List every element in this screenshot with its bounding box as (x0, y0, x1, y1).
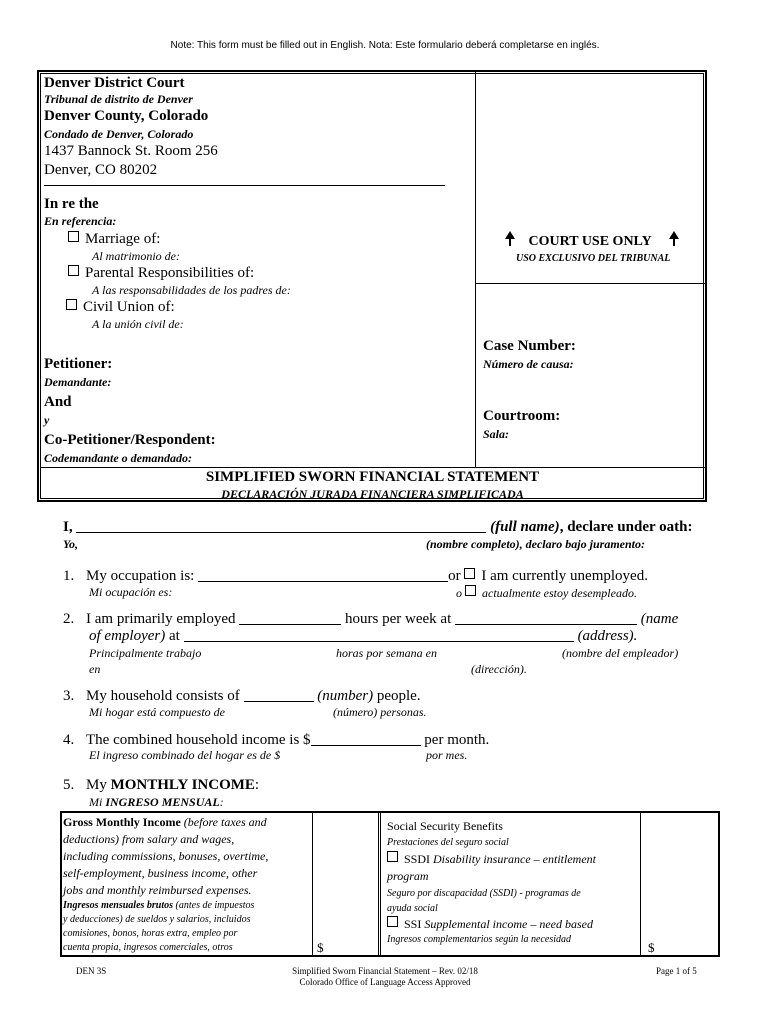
marriage-label-es: Al matrimonio de: (92, 249, 180, 263)
q5-es2: INGRESO MENSUAL (105, 795, 220, 809)
gross-income-title: Gross Monthly Income (63, 815, 181, 829)
respondent-label-es: Codemandante o demandado: (44, 451, 193, 465)
gross-desc-2: deductions) from salary and wages, (63, 832, 235, 846)
respondent-label: Co-Petitioner/Respondent: (44, 432, 216, 448)
ssdi-checkbox[interactable] (387, 851, 398, 862)
q1-es-unemployed: actualmente estoy desempleado. (482, 586, 637, 600)
case-number-label-es: Número de causa: (483, 357, 574, 371)
q1-unemployed: I am currently unemployed. (481, 568, 648, 584)
q1-or: or (448, 568, 461, 584)
and-label-es: y (44, 413, 50, 427)
q1-text: My occupation is: (86, 568, 195, 584)
q2-es3: (nombre del empleador) (562, 646, 679, 660)
q2-address-hint: (address). (577, 628, 638, 644)
unemployed-checkbox[interactable] (464, 568, 475, 579)
marriage-label: Marriage of: (85, 231, 161, 247)
parental-label-es: A las responsabilidades de los padres de: (92, 283, 291, 297)
q2-es1: Principalmente trabajo (89, 646, 202, 660)
q2-es2: horas por semana en (336, 646, 437, 660)
q2-text1: I am primarily employed (86, 611, 236, 627)
oath-declare: , declare under oath: (559, 519, 693, 535)
oath-es: (nombre completo), declaro bajo juramento: (426, 537, 645, 551)
q2-es5: (dirección). (471, 662, 527, 676)
income-table-divider-1 (312, 812, 313, 956)
marriage-option[interactable] (68, 231, 160, 248)
gross-es-1: (antes de impuestos (173, 900, 255, 911)
household-size-field[interactable] (244, 687, 314, 702)
q1-es-or: o (456, 586, 462, 600)
civil-union-label-es: A la unión civil de: (92, 317, 184, 331)
q5-text2: MONTHLY INCOME (110, 777, 255, 793)
q3-number-hint: (number) (317, 688, 374, 704)
court-address-1: 1437 Bannock St. Room 256 (44, 143, 218, 159)
employer-name-field[interactable] (455, 610, 637, 625)
footer-form-code: DEN 3S (76, 966, 107, 976)
q2-name-hint: (name (640, 611, 679, 627)
in-re-title-es: En referencia: (44, 214, 117, 228)
footer-form-title: Simplified Sworn Financial Statement – Rev. 02/18 (292, 966, 478, 976)
gross-desc-1: (before taxes and (180, 815, 267, 829)
q4-text2: per month. (424, 732, 490, 748)
ssi-checkbox[interactable] (387, 916, 398, 927)
case-number-label: Case Number: (483, 338, 576, 354)
gross-income-amount-field[interactable] (314, 813, 377, 955)
language-note: Note: This form must be filled out in English. Nota: Este formulario deberá completarse en inglés. (170, 40, 600, 51)
q4-es2: por mes. (426, 748, 468, 762)
q2-text2: hours per week at (345, 611, 452, 627)
ssi-es: Ingresos complementarios según la necesidad (387, 934, 572, 945)
ssdi-desc-2: program (387, 869, 429, 883)
ssdi-es-1: Seguro por discapacidad (SSDI) - programas de (387, 888, 581, 899)
occupation-field[interactable] (198, 567, 448, 582)
civil-union-checkbox[interactable] (66, 299, 77, 310)
ssdi-label: SSDI (404, 852, 431, 866)
gross-es-title: Ingresos mensuales brutos (63, 900, 174, 911)
q5-number: 5. (63, 777, 75, 793)
full-name-field[interactable] (76, 518, 486, 533)
household-income-field[interactable] (311, 731, 421, 746)
q3-text1: My household consists of (86, 688, 240, 704)
gross-desc-3: including commissions, bonuses, overtime, (63, 849, 269, 863)
court-name: Denver District Court (44, 75, 185, 91)
courtroom-label: Courtroom: (483, 408, 561, 424)
oath-yo: Yo, (63, 537, 78, 551)
court-use-divider (475, 283, 705, 284)
q5-text1: My (86, 777, 107, 793)
q1-number: 1. (63, 568, 75, 584)
court-info-underline (44, 185, 445, 186)
q2-es4: en (89, 662, 101, 676)
title-divider (40, 467, 705, 468)
marriage-checkbox[interactable] (68, 231, 79, 242)
ss-income-amount-field[interactable] (642, 813, 718, 955)
petitioner-label-es: Demandante: (44, 375, 112, 389)
parental-label: Parental Responsibilities of: (85, 265, 255, 281)
income-table-divider-3 (640, 812, 641, 956)
oath-i: I, (63, 519, 73, 535)
form-title-es: DECLARACIÓN JURADA FINANCIERA SIMPLIFICADA (221, 487, 524, 501)
q5-es1: Mi (89, 795, 103, 809)
ssi-label: SSI (404, 917, 422, 931)
parental-option[interactable] (68, 265, 254, 282)
court-county-es: Condado de Denver, Colorado (44, 127, 194, 141)
ssdi-es-2: ayuda social (387, 903, 438, 914)
parental-checkbox[interactable] (68, 265, 79, 276)
gross-desc-4: self-employment, business income, other (63, 866, 258, 880)
gross-es-4: cuenta propia, ingresos comerciales, otros (63, 942, 233, 953)
q5-text3: : (254, 777, 260, 793)
hours-field[interactable] (239, 610, 341, 625)
up-arrow-icon (505, 231, 515, 239)
ss-title: Social Security Benefits (387, 819, 503, 833)
q3-es2: (número) personas. (333, 705, 427, 719)
q5-es3: : (219, 795, 224, 809)
q2-at: at (168, 628, 180, 644)
up-arrow-icon (669, 231, 679, 239)
caption-divider (475, 72, 476, 468)
footer-page-number: Page 1 of 5 (656, 966, 697, 976)
form-title: SIMPLIFIED SWORN FINANCIAL STATEMENT (205, 469, 540, 485)
courtroom-label-es: Sala: (483, 427, 510, 441)
q3-number: 3. (63, 688, 75, 704)
civil-union-label: Civil Union of: (83, 299, 175, 315)
and-label: And (44, 394, 72, 410)
court-name-es: Tribunal de distrito de Denver (44, 92, 193, 106)
oath-line (63, 518, 692, 536)
q4-text1: The combined household income is $ (86, 732, 311, 748)
ssdi-desc-1: Disability insurance – entitlement (433, 852, 596, 866)
court-county: Denver County, Colorado (44, 108, 209, 124)
footer-office: Colorado Office of Language Access Approved (299, 977, 471, 987)
income-table-divider-2 (378, 812, 381, 956)
court-use-label: COURT USE ONLY (528, 234, 652, 249)
q4-es1: El ingreso combinado del hogar es de $ (89, 748, 281, 762)
gross-desc-5: jobs and monthly reimbursed expenses. (63, 883, 252, 897)
q3-es1: Mi hogar está compuesto de (89, 705, 225, 719)
court-use-label-es: USO EXCLUSIVO DEL TRIBUNAL (516, 253, 671, 264)
unemployed-checkbox-es (465, 585, 476, 596)
gross-es-2: y deducciones) de sueldos y salarios, incluidos (63, 914, 251, 925)
q2-of-employer: of employer) (89, 628, 166, 644)
q3-text2: people. (376, 688, 421, 704)
petitioner-label: Petitioner: (44, 356, 113, 372)
ssi-desc: Supplemental income – need based (424, 917, 593, 931)
civil-union-option[interactable] (66, 299, 175, 316)
oath-full-name-hint: (full name) (490, 519, 560, 535)
gross-income-dollar: $ (317, 940, 324, 955)
ss-income-dollar: $ (648, 940, 655, 955)
q4-number: 4. (63, 732, 75, 748)
court-address-2: Denver, CO 80202 (44, 162, 158, 178)
in-re-title: In re the (44, 196, 99, 212)
q1-es: Mi ocupación es: (89, 585, 173, 599)
gross-es-3: comisiones, bonos, horas extra, empleo por (63, 928, 238, 939)
employer-address-field[interactable] (184, 627, 574, 642)
q2-number: 2. (63, 611, 75, 627)
ss-es: Prestaciones del seguro social (387, 837, 509, 848)
